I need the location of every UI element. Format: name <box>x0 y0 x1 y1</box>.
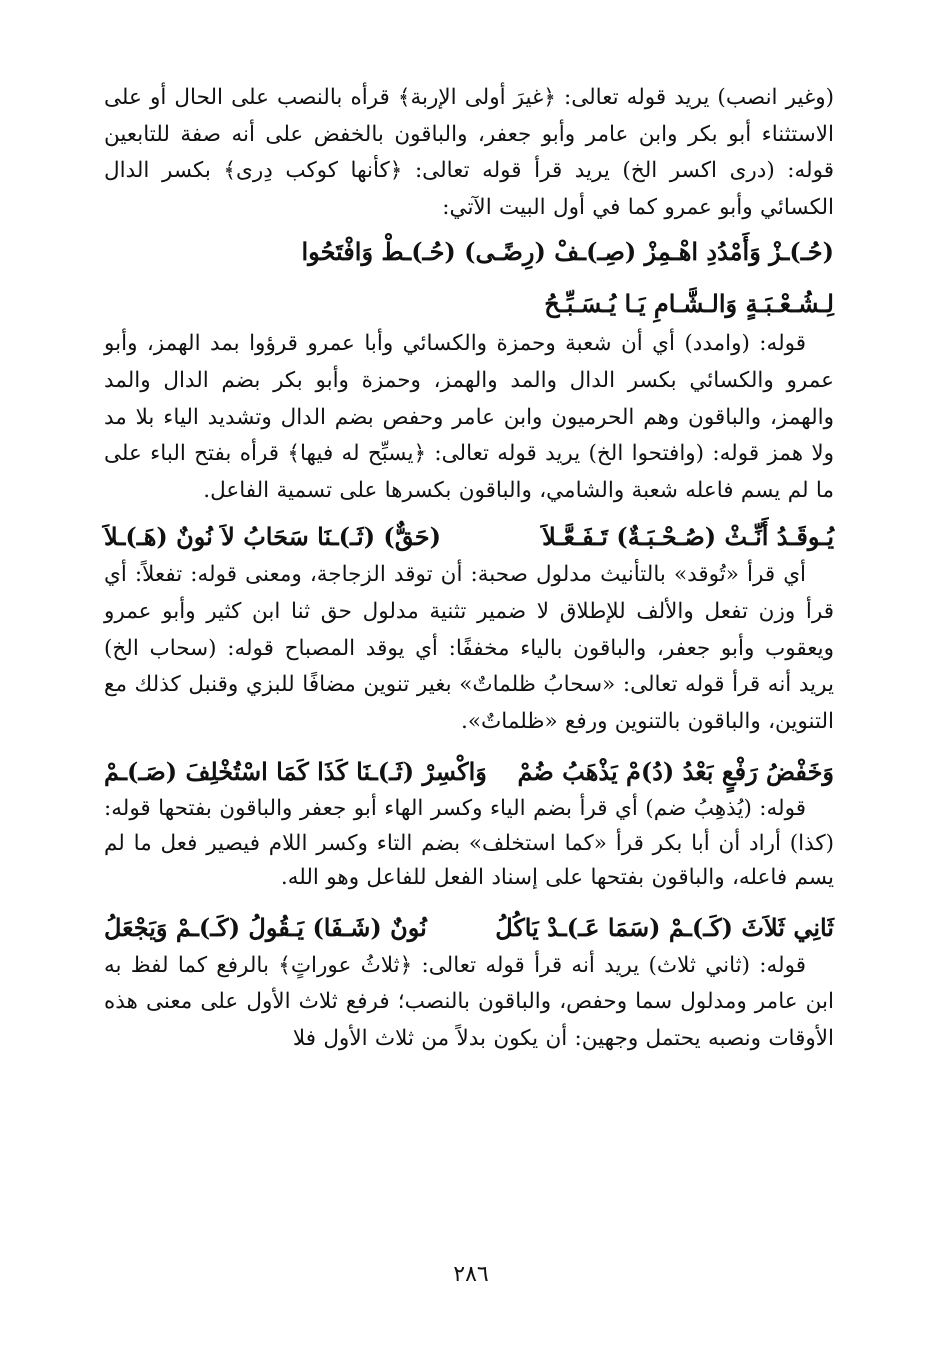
verse-4-left-hemistich: نُونٌ (شَـفَا) يَـقُولُ (كَـ)ـمْ وَيَجْعَلُ <box>104 912 427 942</box>
verse-4-right-hemistich: ثَانِي ثَلاَثَ (كَـ)ـمْ (سَمَا عَـ)ـدْ يَاكُلُ <box>495 912 834 942</box>
verse-3-right-hemistich: وَخَفْضُ رَفْعٍ بَعْدُ (دُ)مْ يَذْهَبُ ضُمْ <box>517 757 834 787</box>
verse-4 <box>104 908 834 948</box>
verse-2-right-hemistich: يُـوقَـدُ أَنِّـثْ (صُـحْـبَـةٌ) تَـفَـعَّـلاَ <box>542 522 834 552</box>
paragraph-5: قوله: (ثاني ثلاث) يريد أنه قرأ قوله تعالى: ﴿ثلاثُ عوراتٍ﴾ بالرفع كما لفظ به ابن عامر ومدلول سما وحفص، والباقون بالنصب؛ فرفع ثلاث الأول على معنى هذه الأوقات ونصبه يحتمل وجهين: أن يكون بدلاً من ثلاث الأول فلا <box>104 952 834 1051</box>
paragraph-4: قوله: (يُذهِبُ ضم) أي قرأ بضم الياء وكسر الهاء أبو جعفر والباقون بفتحها قوله: (كذا) أراد أن أبا بكر قرأ «كما استخلف» بضم التاء وكسر اللام فيصير فعل ما لم يسم فاعله، والباقون بفتحها على إسناد الفعل للفاعل وهو الله. <box>104 796 834 891</box>
paragraph-3: أي قرأ «تُوقد» بالتأنيث مدلول صحبة: أن توقد الزجاجة، ومعنى قوله: تفعلاً: أي قرأ وزن تفعل والألف للإطلاق لا ضمير تثنية مدلول حق ثنا ابن كثير وأبو عمرو ويعقوب وأبو جعفر، والباقون بالياء مخففًا: أي يوقد المصباح قوله: (سحاب الخ) يريد أنه قرأ قوله تعالى: «سحابُ ظلماتٌ» بغير تنوين مضافًا للبزي وقنبل كذلك مع التنوين، والباقون بالتنوين ورفع «ظلماتٌ». <box>104 562 834 734</box>
paragraph-1: (وغير انصب) يريد قوله تعالى: ﴿غيرَ أولى الإربة﴾ قرأه بالنصب على الحال أو على الاستثناء أبو بكر وابن عامر وأبو جعفر، والباقون بالخفض على أنه صفة للتابعين قوله: (درى اكسر الخ) يريد قرأ قوله تعالى: ﴿كأنها كوكب دِرى﴾ بكسر الدال الكسائي وأبو عمرو كما في أول البيت الآتي: <box>104 85 834 220</box>
page-number: ٢٨٦ <box>453 1262 489 1287</box>
page-body <box>104 80 834 1058</box>
paragraph-2: قوله: (وامدد) أي أن شعبة وحمزة والكسائي وأبا عمرو قرؤوا بمد الهمز، وأبو عمرو والكسائي بكسر الدال والمد والهمز، وحمزة وأبو بكر بضم الدال والمد والهمز، والباقون وهم الحرميون وابن عامر وحفص بضم الدال وتشديد الياء بلا مد ولا همز قوله: (وافتحوا الخ) يريد قوله تعالى: ﴿يسبِّح له فيها﴾ قرأه بفتح الباء على ما لم يسم فاعله شعبة والشامي، والباقون بكسرها على تسمية الفاعل. <box>104 331 834 503</box>
verse-1-line-2: لِـشُـعْـبَـةٍ وَالـشَّـامِ يَـا يُـسَـبِّـحُ <box>544 289 834 319</box>
verse-2 <box>104 517 834 557</box>
verse-3-left-hemistich: وَاكْسِرْ (ثَـ)ـنَا كَذَا كَمَا اسْتُخْلِفَ (صَـ)ـمْ <box>104 757 487 787</box>
verse-1-line-1: (حُـ)ـزْ وَأَمْدُدِ اهْـمِزْ (صِـ)ـفْ (رِضًـى) (حُـ)ـطْ وَافْتَحُوا <box>301 237 834 267</box>
verse-2-left-hemistich: (حَقٌّ) (ثَـ)ـنَا سَحَابُ لاَ نُونٌ (هَـ)ـلاَ <box>104 522 441 552</box>
verse-3 <box>104 752 834 792</box>
